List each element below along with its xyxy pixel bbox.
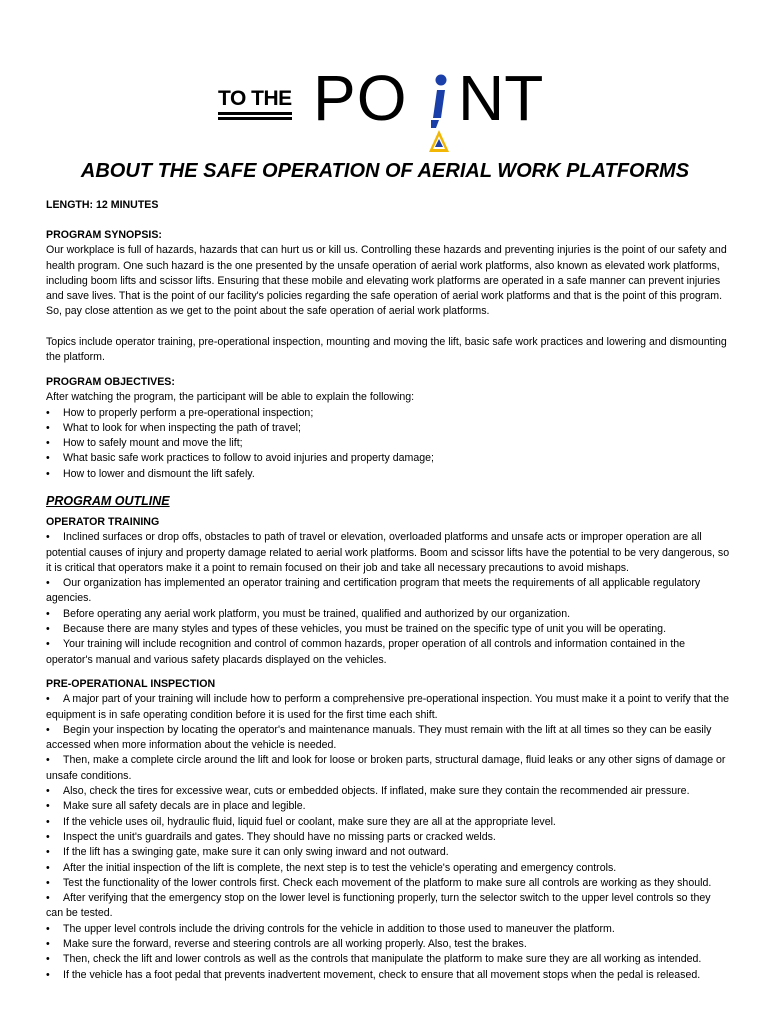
list-item: • A major part of your training will include how to perform a comprehensive pre-operational inspection. You must make it a point to verify that the equipment is in safe operating condition before it is used for the first time each shift.: [46, 693, 729, 721]
logo-word-start: PO: [313, 62, 408, 134]
logo-prefix: TO THE: [218, 87, 292, 110]
list-item: • After verifying that the emergency stop on the lower level is functioning properly, turn the selector switch to the upper level controls so they can be tested.: [46, 892, 711, 920]
objectives-heading: PROGRAM OBJECTIVES:: [46, 376, 175, 388]
operator-training-list: [46, 530, 730, 668]
to-the-point-logo: [218, 62, 558, 156]
objectives-section: [46, 375, 730, 482]
operator-training-section: [46, 515, 730, 668]
logo-to-the-text: [218, 88, 292, 109]
synopsis-heading: PROGRAM SYNOPSIS:: [46, 229, 162, 241]
logo-word-nt: [458, 62, 544, 134]
length-section: [46, 198, 730, 213]
list-item: • If the vehicle has a foot pedal that prevents inadvertent movement, check to ensure that all movement stops when the pedal is released.: [46, 968, 701, 981]
list-item: • If the vehicle uses oil, hydraulic fluid, liquid fuel or coolant, make sure they are all at the appropriate level.: [46, 815, 556, 828]
pre-operational-list: [46, 692, 730, 983]
list-item: • Inspect the unit's guardrails and gates. They should have no missing parts or cracked welds.: [46, 830, 496, 843]
list-item: • Then, make a complete circle around the lift and look for loose or broken parts, structural damage, fluid leaks or any other signs of damage or unsafe conditions.: [46, 754, 726, 782]
list-item: • How to lower and dismount the lift safely.: [46, 467, 730, 482]
list-item: • Then, check the lift and lower controls as well as the controls that manipulate the platform to make sure they are all working as intended.: [46, 953, 702, 966]
pre-operational-section: [46, 677, 730, 983]
pre-operational-heading: PRE-OPERATIONAL INSPECTION: [46, 678, 216, 690]
list-item: • Make sure the forward, reverse and steering controls are all working properly. Also, test the brakes.: [46, 938, 527, 951]
outline-heading: PROGRAM OUTLINE: [46, 494, 170, 508]
list-item: • Make sure all safety decals are in place and legible.: [46, 800, 306, 813]
document-title: ABOUT THE SAFE OPERATION OF AERIAL WORK PLATFORMS: [80, 160, 690, 182]
synopsis-topics: Topics include operator training, pre-operational inspection, mounting and moving the lift, basic safe work practices and lowering and dismounting the platform.: [46, 335, 727, 364]
list-item: • What to look for when inspecting the path of travel;: [46, 421, 730, 436]
logo-word-end: NT: [458, 62, 544, 134]
list-item: • Because there are many styles and types of these vehicles, you must be trained on the specific type of unit you will be operating.: [46, 623, 667, 636]
list-item: • How to safely mount and move the lift;: [46, 436, 730, 451]
length-label: LENGTH: 12 MINUTES: [46, 199, 159, 211]
logo-underline: [218, 117, 292, 120]
logo-i-icon: [425, 66, 453, 154]
list-item: • What basic safe work practices to follow to avoid injuries and property damage;: [46, 451, 730, 466]
logo-word-po: [313, 62, 408, 134]
operator-training-heading: OPERATOR TRAINING: [46, 516, 160, 528]
list-item: • The upper level controls include the driving controls for the vehicle in addition to those used to maneuver the platform.: [46, 922, 615, 935]
list-item: • How to properly perform a pre-operational inspection;: [46, 406, 730, 421]
list-item: • Inclined surfaces or drop offs, obstacles to path of travel or elevation, overloaded platforms and unsafe acts or improper operation are all potential causes of injury and property damage related to aerial work platforms. Boom and scissor lifts have the potential to be very dangerous, so it is critical that operators make it a point to remain focused on their job and take all necessary precautions to avoid mishaps.: [46, 531, 730, 574]
list-item: • Before operating any aerial work platform, you must be trained, qualified and authorized by our organization.: [46, 607, 571, 620]
list-item: • Your training will include recognition and control of common hazards, proper operation of all controls and information contained in the operator's manual and various safety placards displayed on the vehicles.: [46, 638, 686, 666]
list-item: • Begin your inspection by locating the operator's and maintenance manuals. They must remain with the lift at all times so they can be easily accessed when more information about the vehicle is needed.: [46, 723, 712, 752]
synopsis-body: Our workplace is full of hazards, hazards that can hurt us or kill us. Controlling these hazards and preventing injuries is the point of our safety and health program. One such hazard is the one presented by the unsafe operation of aerial work platforms, also known as elevated work platforms, including boom lifts and scissor lifts. Ensuring that these mobile and elevating work platforms are operated in a safe manner can prevent injuries and save lives. That is the point of our facility's policies regarding the safe operation of aerial work platforms and that is the point of this program. So, pay close attention as we get to the point about the safe operation of aerial work platforms.: [46, 244, 727, 318]
objectives-list: [46, 406, 730, 482]
synopsis-section: [46, 228, 730, 365]
list-item: • After the initial inspection of the lift is complete, the next step is to test the vehicle's operating and emergency controls.: [46, 861, 617, 874]
objectives-intro: After watching the program, the participant will be able to explain the following:: [46, 391, 415, 404]
list-item: • Test the functionality of the lower controls first. Check each movement of the platform to make sure all controls are working as they should.: [46, 876, 712, 889]
list-item: • If the lift has a swinging gate, make sure it can only swing inward and not outward.: [46, 846, 449, 859]
list-item: • Also, check the tires for excessive wear, cuts or embedded objects. If inflated, make sure they contain the recommended air pressure.: [46, 785, 690, 798]
logo-underline: [218, 112, 292, 115]
list-item: • Our organization has implemented an operator training and certification program that meets the requirements of all applicable regulatory agencies.: [46, 577, 701, 605]
